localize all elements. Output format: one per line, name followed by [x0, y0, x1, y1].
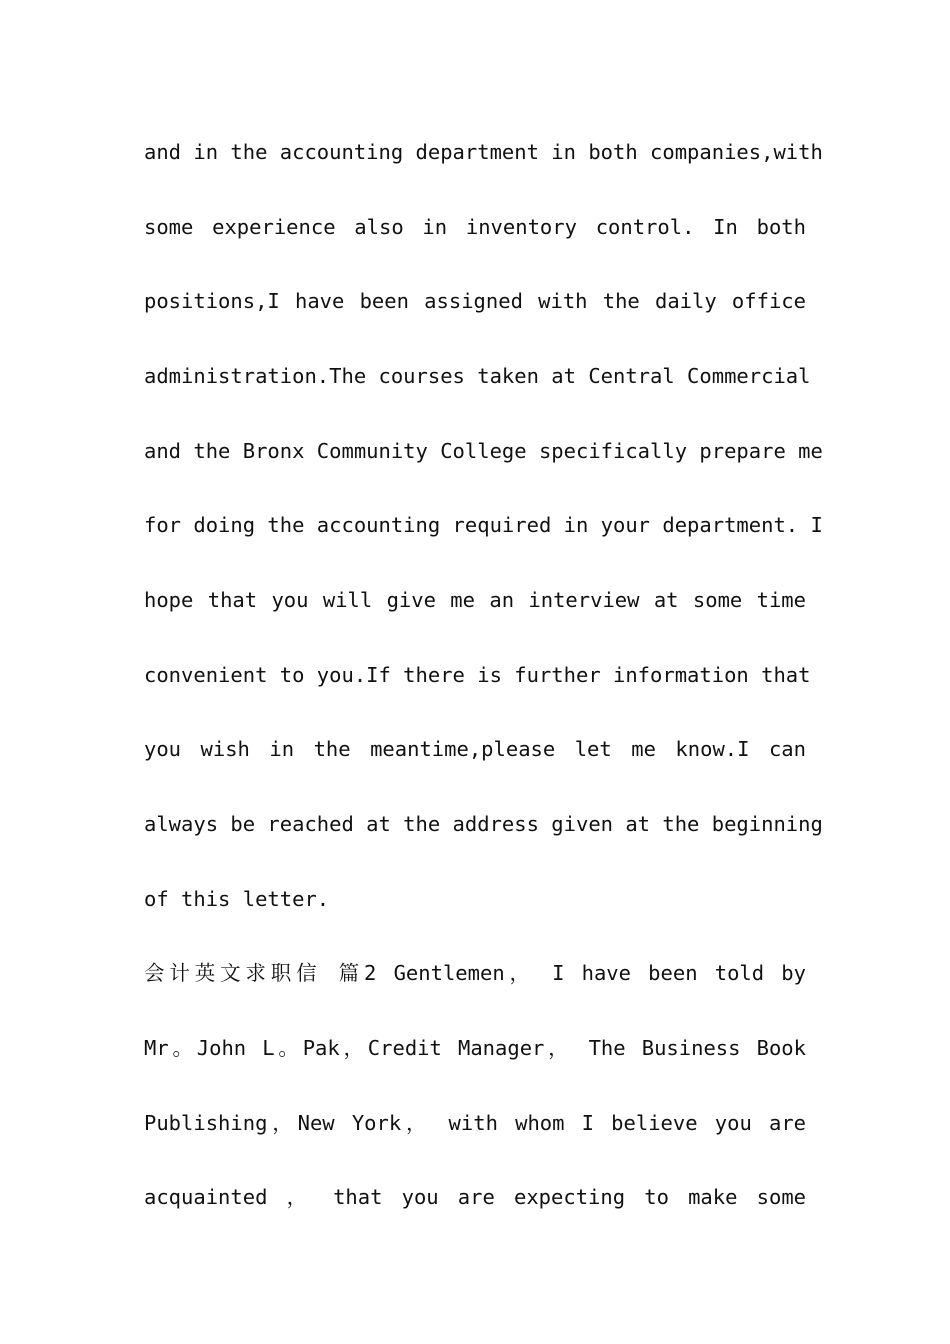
body-text-line: and in the accounting department in both companies,with: [144, 140, 823, 164]
body-text-line: you wish in the meantime,please let me know.I can: [144, 737, 806, 761]
body-text-line: acquainted ， that you are expecting to make some: [144, 1185, 806, 1209]
body-text-line: hope that you will give me an interview at some time: [144, 588, 806, 612]
body-text-line: Mr。John L。Pak，Credit Manager， The Business Book: [144, 1036, 806, 1060]
body-text-line: Publishing，New York， with whom I believe you are: [144, 1111, 806, 1135]
section-heading-line: 会计英文求职信 篇2 Gentlemen， I have been told by: [144, 961, 806, 985]
body-text-line: some experience also in inventory control. In both: [144, 215, 806, 239]
body-text-line: administration.The courses taken at Central Commercial: [144, 364, 811, 388]
body-text-line: positions,I have been assigned with the daily office: [144, 289, 806, 313]
body-text-line: always be reached at the address given at the beginning: [144, 812, 823, 836]
body-text-line: of this letter.: [144, 887, 330, 911]
body-text-line: convenient to you.If there is further information that: [144, 663, 811, 687]
body-text-line: for doing the accounting required in your department. I: [144, 513, 823, 537]
body-text-line: and the Bronx Community College specifically prepare me: [144, 439, 823, 463]
